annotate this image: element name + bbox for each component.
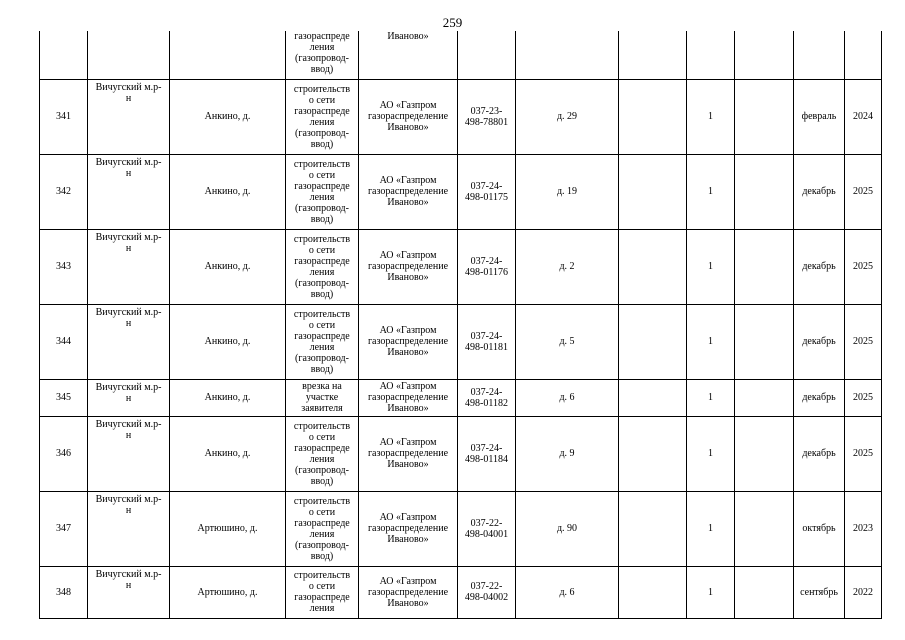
cell-code	[458, 379, 516, 416]
cell-line: Вичугский м.р-	[95, 418, 162, 430]
cell-line: ления	[309, 191, 335, 203]
cell-num: 342	[40, 154, 88, 229]
cell-num: 344	[40, 304, 88, 379]
cell-address: д. 90	[516, 491, 619, 566]
cell-blank	[735, 229, 794, 304]
cell-line: (газопровод-	[295, 127, 349, 139]
cell-locality: Анкино, д.	[170, 154, 286, 229]
cell-code	[458, 154, 516, 229]
cell-line: 037-23-	[470, 105, 503, 117]
cell-line: н	[125, 429, 132, 441]
cell-num: 348	[40, 566, 88, 618]
cell-line: заявителя	[301, 403, 343, 414]
cell-line: газораспреде	[294, 517, 350, 529]
cell-line: Вичугский м.р-	[95, 381, 162, 393]
cell-count: 1	[687, 379, 735, 416]
cell-line: 498-78801	[464, 116, 509, 128]
cell-district	[88, 304, 170, 379]
cell-line: н	[125, 242, 132, 254]
cell-line: (газопровод-	[295, 277, 349, 289]
cell-blank	[735, 154, 794, 229]
cell-locality: Артюшино, д.	[170, 566, 286, 618]
cell-line: 037-24-	[470, 442, 503, 454]
cell-line: о сети	[308, 581, 336, 592]
cell-code	[458, 491, 516, 566]
cell-address: д. 29	[516, 79, 619, 154]
cell-line: газораспреде	[294, 592, 350, 603]
cell-organization	[359, 416, 458, 491]
cell-month: февраль	[794, 79, 845, 154]
cell-line: строительств	[293, 308, 351, 320]
cell-extra	[619, 154, 687, 229]
cell-year: 2025	[845, 416, 882, 491]
cell-address: д. 2	[516, 229, 619, 304]
table-row	[40, 154, 882, 229]
cell-line: н	[125, 92, 132, 104]
cell-address: д. 6	[516, 566, 619, 618]
cell-year: 2025	[845, 304, 882, 379]
cell-district	[88, 31, 170, 79]
cell-district	[88, 416, 170, 491]
cell-line: газораспределение	[367, 261, 449, 272]
cell-line: газораспреде	[294, 255, 350, 267]
cell-line: строительств	[293, 570, 351, 581]
cell-line: Вичугский м.р-	[95, 156, 162, 168]
cell-line: строительств	[293, 233, 351, 245]
cell-locality: Анкино, д.	[170, 79, 286, 154]
cell-line: н	[125, 504, 132, 516]
cell-line: газораспреде	[294, 31, 350, 42]
cell-line: газораспреде	[294, 180, 350, 192]
cell-num	[40, 31, 88, 79]
cell-line: ления	[309, 453, 335, 465]
table-row	[40, 79, 882, 154]
cell-code	[458, 79, 516, 154]
cell-district	[88, 566, 170, 618]
cell-month: декабрь	[794, 154, 845, 229]
cell-locality: Анкино, д.	[170, 379, 286, 416]
cell-line: 037-24-	[470, 255, 503, 267]
cell-extra	[619, 31, 687, 79]
cell-line: н	[125, 317, 132, 329]
cell-line: 498-04002	[464, 592, 509, 603]
cell-blank	[735, 304, 794, 379]
cell-line: строительств	[293, 420, 351, 432]
cell-line: о сети	[308, 244, 336, 256]
cell-line: Иваново»	[387, 403, 429, 414]
cell-line: газораспределение	[367, 448, 449, 459]
table-row	[40, 416, 882, 491]
cell-work-type	[286, 566, 359, 618]
cell-line: строительств	[293, 83, 351, 95]
cell-line: Вичугский м.р-	[95, 231, 162, 243]
cell-line: АО «Газпром	[379, 100, 437, 111]
cell-num: 346	[40, 416, 88, 491]
cell-address	[516, 31, 619, 79]
cell-district	[88, 229, 170, 304]
cell-line: ления	[309, 116, 335, 128]
cell-line: Иваново»	[387, 459, 429, 470]
cell-count: 1	[687, 566, 735, 618]
cell-work-type	[286, 31, 359, 79]
cell-extra	[619, 416, 687, 491]
cell-line: н	[125, 579, 132, 591]
cell-extra	[619, 304, 687, 379]
cell-line: АО «Газпром	[379, 437, 437, 448]
cell-line: 498-04001	[464, 528, 509, 540]
cell-locality: Анкино, д.	[170, 304, 286, 379]
cell-line: ввод)	[310, 288, 334, 300]
cell-district	[88, 491, 170, 566]
cell-line: строительств	[293, 495, 351, 507]
cell-organization	[359, 79, 458, 154]
cell-line: Вичугский м.р-	[95, 81, 162, 93]
cell-month: декабрь	[794, 229, 845, 304]
cell-line: 498-01182	[465, 397, 508, 409]
cell-line: 037-24-	[470, 386, 503, 398]
cell-line: Иваново»	[387, 197, 429, 208]
cell-line: газораспределение	[367, 523, 449, 534]
cell-line: Вичугский м.р-	[95, 568, 162, 580]
cell-count: 1	[687, 416, 735, 491]
cell-count: 1	[687, 491, 735, 566]
cell-extra	[619, 491, 687, 566]
cell-line: (газопровод-	[295, 352, 349, 364]
cell-organization	[359, 154, 458, 229]
cell-line: (газопровод-	[295, 464, 349, 476]
cell-year: 2025	[845, 229, 882, 304]
cell-work-type	[286, 229, 359, 304]
cell-blank	[735, 566, 794, 618]
cell-line: ввод)	[310, 138, 334, 150]
cell-locality: Анкино, д.	[170, 229, 286, 304]
cell-line: 498-01176	[465, 266, 508, 278]
cell-line: о сети	[308, 169, 336, 181]
cell-address: д. 5	[516, 304, 619, 379]
cell-line: Иваново»	[387, 597, 429, 609]
cell-organization	[359, 229, 458, 304]
cell-district	[88, 79, 170, 154]
cell-line: 498-01181	[465, 341, 508, 353]
cell-line: АО «Газпром	[379, 381, 437, 392]
cell-count: 1	[687, 304, 735, 379]
cell-count	[687, 31, 735, 79]
table-row	[40, 379, 882, 416]
cell-num: 343	[40, 229, 88, 304]
cell-blank	[735, 379, 794, 416]
cell-organization	[359, 379, 458, 416]
cell-work-type	[286, 304, 359, 379]
cell-line: ввод)	[310, 363, 334, 375]
cell-code	[458, 31, 516, 79]
cell-year	[845, 31, 882, 79]
cell-line: Вичугский м.р-	[95, 493, 162, 505]
cell-extra	[619, 79, 687, 154]
cell-blank	[735, 491, 794, 566]
cell-line: АО «Газпром	[379, 175, 437, 186]
cell-code	[458, 304, 516, 379]
cell-address: д. 9	[516, 416, 619, 491]
cell-line: о сети	[308, 94, 336, 106]
page-number: 259	[442, 15, 463, 30]
cell-line: ления	[309, 266, 335, 278]
cell-year: 2025	[845, 154, 882, 229]
cell-line: о сети	[308, 506, 336, 518]
table-row	[40, 229, 882, 304]
cell-line: Иваново»	[387, 31, 429, 42]
cell-month: декабрь	[794, 416, 845, 491]
cell-address: д. 6	[516, 379, 619, 416]
cell-line: ввод)	[310, 213, 334, 225]
cell-year: 2023	[845, 491, 882, 566]
cell-month	[794, 31, 845, 79]
cell-line: Иваново»	[387, 122, 429, 133]
cell-locality: Анкино, д.	[170, 416, 286, 491]
cell-line: 037-22-	[470, 517, 503, 529]
cell-line: врезка на	[302, 381, 342, 392]
cell-line: н	[125, 167, 132, 179]
cell-line: о сети	[308, 431, 336, 443]
cell-line: Иваново»	[387, 272, 429, 283]
cell-organization	[359, 31, 458, 79]
cell-line: 037-22-	[470, 581, 503, 592]
cell-line: АО «Газпром	[379, 512, 437, 523]
cell-line: ввод)	[310, 64, 334, 75]
table-body	[40, 31, 882, 618]
table-row-continued	[40, 31, 882, 79]
cell-year: 2025	[845, 379, 882, 416]
cell-work-type	[286, 491, 359, 566]
cell-line: ввод)	[310, 550, 334, 562]
cell-num: 341	[40, 79, 88, 154]
cell-extra	[619, 566, 687, 618]
cell-line: газораспреде	[294, 105, 350, 117]
cell-line: Вичугский м.р-	[95, 306, 162, 318]
cell-num: 345	[40, 379, 88, 416]
cell-month: декабрь	[794, 379, 845, 416]
cell-line: АО «Газпром	[379, 250, 437, 261]
cell-line: ления	[309, 341, 335, 353]
cell-code	[458, 566, 516, 618]
cell-extra	[619, 379, 687, 416]
cell-line: 037-24-	[470, 330, 503, 342]
cell-month: октябрь	[794, 491, 845, 566]
cell-blank	[735, 416, 794, 491]
cell-line: газораспределение	[367, 586, 449, 598]
cell-line: газораспределение	[367, 111, 449, 122]
cell-organization	[359, 304, 458, 379]
cell-line: ления	[309, 528, 335, 540]
cell-code	[458, 229, 516, 304]
cell-line: ввод)	[310, 475, 334, 487]
cell-month: сентябрь	[794, 566, 845, 618]
cell-line: АО «Газпром	[379, 575, 437, 587]
cell-line: ления	[309, 42, 335, 53]
cell-month: декабрь	[794, 304, 845, 379]
cell-locality	[170, 31, 286, 79]
cell-code	[458, 416, 516, 491]
cell-line: АО «Газпром	[379, 325, 437, 336]
cell-line: 037-24-	[470, 180, 503, 192]
table-row	[40, 304, 882, 379]
cell-num: 347	[40, 491, 88, 566]
table-row	[40, 491, 882, 566]
cell-work-type	[286, 154, 359, 229]
cell-line: газораспреде	[294, 442, 350, 454]
cell-line: Иваново»	[387, 347, 429, 358]
cell-locality: Артюшино, д.	[170, 491, 286, 566]
cell-blank	[735, 31, 794, 79]
cell-organization	[359, 491, 458, 566]
cell-work-type	[286, 79, 359, 154]
cell-line: 498-01175	[465, 191, 508, 203]
cell-line: газораспределение	[367, 186, 449, 197]
cell-address: д. 19	[516, 154, 619, 229]
cell-count: 1	[687, 154, 735, 229]
cell-line: (газопровод-	[295, 202, 349, 214]
table-row	[40, 566, 882, 618]
cell-line: ления	[309, 603, 335, 614]
cell-district	[88, 154, 170, 229]
cell-line: (газопровод-	[295, 53, 349, 64]
cell-line: 498-01184	[465, 453, 508, 465]
cell-count: 1	[687, 79, 735, 154]
cell-line: Иваново»	[387, 534, 429, 545]
cell-line: газораспреде	[294, 330, 350, 342]
cell-year: 2022	[845, 566, 882, 618]
cell-line: о сети	[308, 319, 336, 331]
cell-line: газораспределение	[367, 392, 449, 403]
cell-count: 1	[687, 229, 735, 304]
cell-line: газораспределение	[367, 336, 449, 347]
cell-work-type	[286, 379, 359, 416]
cell-line: участке	[305, 392, 339, 403]
cell-year: 2024	[845, 79, 882, 154]
cell-line: (газопровод-	[295, 539, 349, 551]
cell-organization	[359, 566, 458, 618]
cell-blank	[735, 79, 794, 154]
cell-extra	[619, 229, 687, 304]
cell-district	[88, 379, 170, 416]
cell-work-type	[286, 416, 359, 491]
gasification-table	[39, 31, 882, 619]
cell-line: строительств	[293, 158, 351, 170]
cell-line: н	[125, 392, 132, 404]
